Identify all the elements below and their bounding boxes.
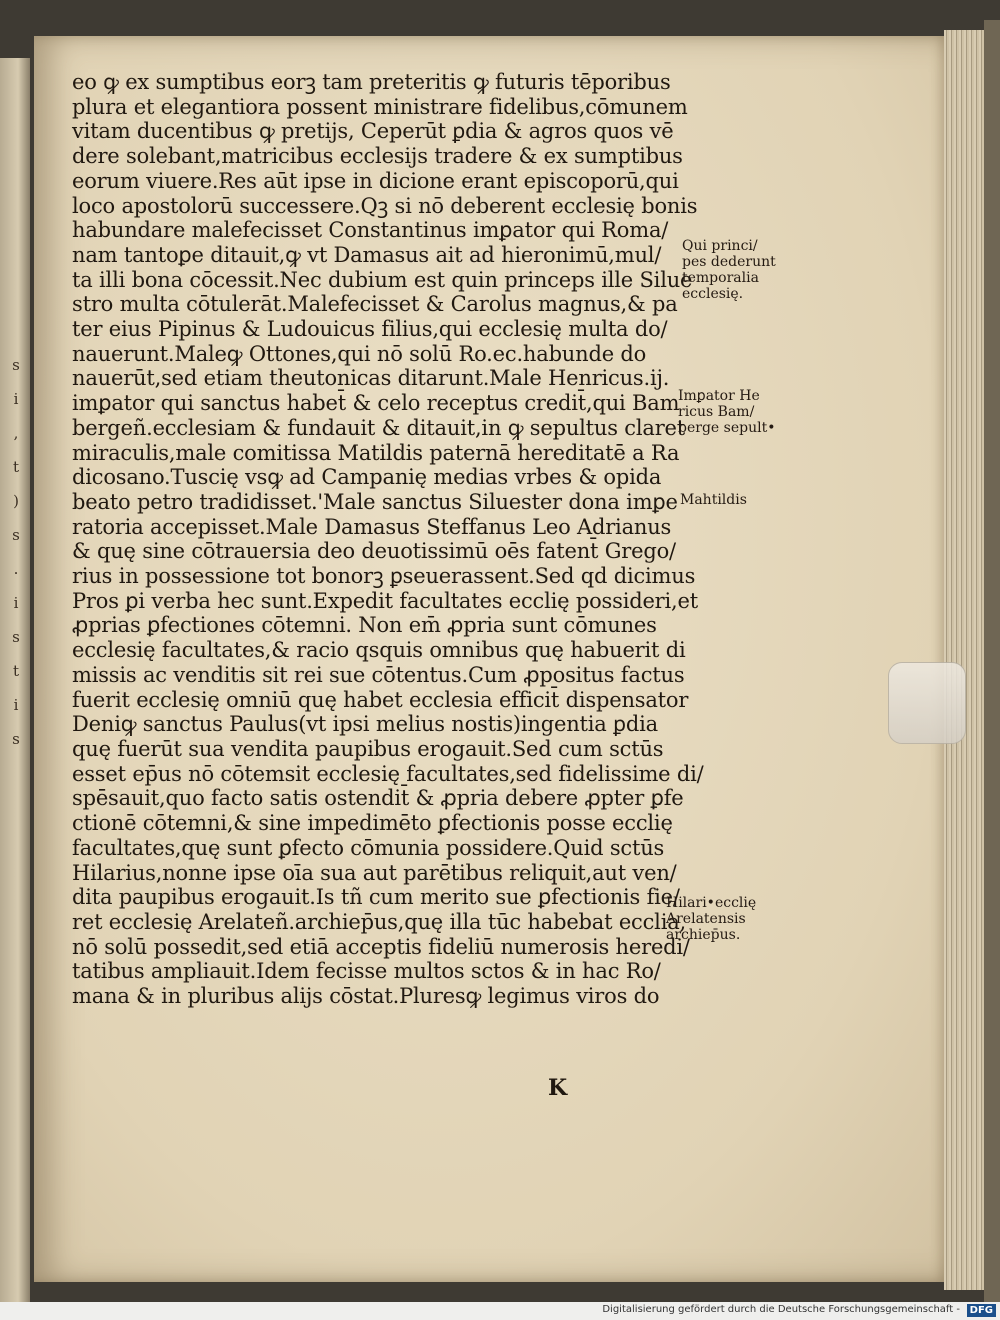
- text-line: dere solebant,matricibus ecclesijs tradere & ex sumptibus: [72, 144, 683, 169]
- marginal-note-line: Hilari•ecclię: [666, 895, 757, 911]
- text-line: quę fuerūt sua vendita paupibus erogauit.Sed cum sctūs: [72, 736, 664, 761]
- left-page-mark: i: [13, 696, 19, 714]
- text-line: dita paupibus erogauit.Is tñ cum merito sue ꝑfectionis fie/: [72, 885, 680, 910]
- text-line: spēsauit,quo facto satis ostendit̄ & ꝓpria debere ꝓpter ꝑfe: [72, 786, 684, 811]
- text-line: Deniꝙ sanctus Paulus(vt ipsi melius nostis)ingentia ꝑdia: [72, 712, 658, 737]
- text-line: vitam ducentibus ꝙ pretijs, Ceperūt ꝑdia & agros quos vē: [72, 119, 674, 144]
- text-line: missis ac venditis sit rei sue cōtentus.Cum ꝓpositus factus: [72, 662, 685, 687]
- text-line: ecclesię facultates,& racio qsquis omnibus quę habuerit di: [72, 638, 686, 663]
- book-board-edge: [984, 20, 1000, 1302]
- text-line: miraculis,male comitissa Matildis paternā hereditatē a Ra: [72, 440, 680, 465]
- left-page-mark: t: [12, 458, 20, 476]
- text-line: Pros ꝑi verba hec sunt.Expedit facultates ecclię possideri,et: [72, 588, 698, 613]
- text-line: dicosano.Tuscię vsꝙ ad Campanię medias vrbes & opida: [72, 465, 662, 490]
- text-line: habundare malefecisset Constantinus imꝑator qui Roma/: [72, 218, 669, 243]
- marginal-note-3: [680, 492, 747, 508]
- text-line: imꝑator qui sanctus habet̄ & celo receptus credit̄,qui Bam: [72, 391, 680, 416]
- left-page-mark: .: [13, 560, 19, 578]
- text-line: Hilarius,nonne ipse oīa sua aut parētibus reliquit,aut ven/: [72, 860, 677, 885]
- text-line: fuerit ecclesię omniū quę habet ecclesia efficit̄ dispensator: [72, 687, 689, 712]
- text-line: stro multa cōtulerāt.Malefecisset & Carolus magnus,& pa: [72, 292, 678, 317]
- left-page-edge: [0, 58, 30, 1302]
- left-page-marks: [6, 348, 26, 756]
- text-line: facultates,quę sunt ꝑfecto cōmunia possidere.Quid sctūs: [72, 835, 665, 860]
- marginal-note-2: [678, 388, 775, 436]
- text-line: & quę sine cōtrauersia deo deuotissimū oēs fatent̄ Grego/: [72, 539, 676, 564]
- text-line: eorum viuere.Res aūt ipse in dicione erant episcoporū,qui: [72, 168, 679, 193]
- marginal-note-line: Arelatensis: [666, 911, 746, 927]
- left-page-mark: ): [13, 492, 19, 510]
- text-line: rius in possessione tot bonorꝫ ꝑseuerassent.Sed qd dicimus: [72, 564, 696, 589]
- dfg-logo: DFG: [967, 1304, 996, 1317]
- text-line: tatibus ampliauit.Idem fecisse multos sctos & in hac Ro/: [72, 959, 661, 984]
- left-page-mark: ,: [13, 424, 19, 442]
- page-clip: [888, 662, 966, 744]
- text-line: nauerunt.Maleꝙ Ottones,qui nō solū Ro.ec.habunde do: [72, 341, 647, 366]
- left-page-mark: i: [13, 390, 19, 408]
- marginal-note-line: Imꝑator He: [678, 388, 760, 404]
- left-page-mark: s: [12, 628, 20, 646]
- page-fore-edge: [944, 30, 984, 1290]
- marginal-note-line: Mahtildis: [680, 492, 747, 508]
- main-text-block: [72, 70, 704, 1009]
- text-line: nō solū possedit,sed etiā acceptis fideliū numerosis heredi/: [72, 934, 690, 959]
- left-page-mark: i: [13, 594, 19, 612]
- text-line: nam tantoꝑe ditauit,ꝙ vt Damasus ait ad hieronimū,mul/: [72, 242, 662, 267]
- left-page-mark: s: [12, 730, 20, 748]
- text-line: bergeñ.ecclesiam & fundauit & ditauit,in ꝙ sepultus claret: [72, 415, 685, 440]
- text-line: esset ep̄us nō cōtemsit ecclesię facultates,sed fidelissime di/: [72, 761, 704, 786]
- marginal-note-1: [682, 238, 776, 302]
- left-page-mark: s: [12, 356, 20, 374]
- text-line: ter eius Pipinus & Ludouicus filius,qui ecclesię multa do/: [72, 317, 668, 342]
- text-line: ret ecclesię Arelateñ.archiep̄us,quę illa tūc habebat ecclia,: [72, 909, 687, 934]
- text-line: ctionē cōtemni,& sine impedimēto ꝑfectionis posse ecclię: [72, 811, 673, 836]
- marginal-note-line: ecclesię.: [682, 286, 744, 302]
- text-line: ratoria accepisset.Male Damasus Steffanus Leo Adrianus: [72, 514, 672, 539]
- signature-mark: K: [548, 1075, 568, 1101]
- marginal-note-line: temporalia: [682, 270, 759, 286]
- marginal-note-line: ricus Bam/: [678, 404, 755, 420]
- text-line: plura et elegantiora possent ministrare fidelibus,cōmunem: [72, 94, 688, 119]
- marginal-note-4: [666, 895, 756, 943]
- footer-bar: [0, 1302, 1000, 1320]
- text-line: ta illi bona cōcessit.Nec dubium est quin princeps ille Silue: [72, 267, 693, 292]
- footer-credit: Digitalisierung gefördert durch die Deutsche Forschungsgemeinschaft -: [602, 1304, 960, 1315]
- marginal-note-line: berge sepult•: [678, 420, 776, 436]
- text-line: mana & in pluribus alijs cōstat.Pluresꝙ legimus viros do: [72, 984, 660, 1009]
- marginal-note-line: archiep̄us.: [666, 927, 741, 943]
- marginal-note-line: Qui princi/: [682, 238, 758, 254]
- text-line: loco apostolorū successere.Qꝫ si nō deberent ecclesię bonis: [72, 193, 698, 218]
- left-page-mark: s: [12, 526, 20, 544]
- text-line: beato petro tradidisset.'Male sanctus Siluester dona imꝑe: [72, 489, 678, 514]
- text-line: ꝓprias ꝑfectiones cōtemni. Non em̄ ꝓpria sunt cōmunes: [72, 613, 657, 638]
- text-line: eo ꝙ ex sumptibus eorꝫ tam preteritis ꝙ futuris tēporibus: [72, 70, 671, 94]
- text-line: nauerūt,sed etiam theutonicas ditarunt.Male Henricus.ij.: [72, 366, 670, 391]
- left-page-mark: t: [12, 662, 20, 680]
- marginal-note-line: pes dederunt: [682, 254, 776, 270]
